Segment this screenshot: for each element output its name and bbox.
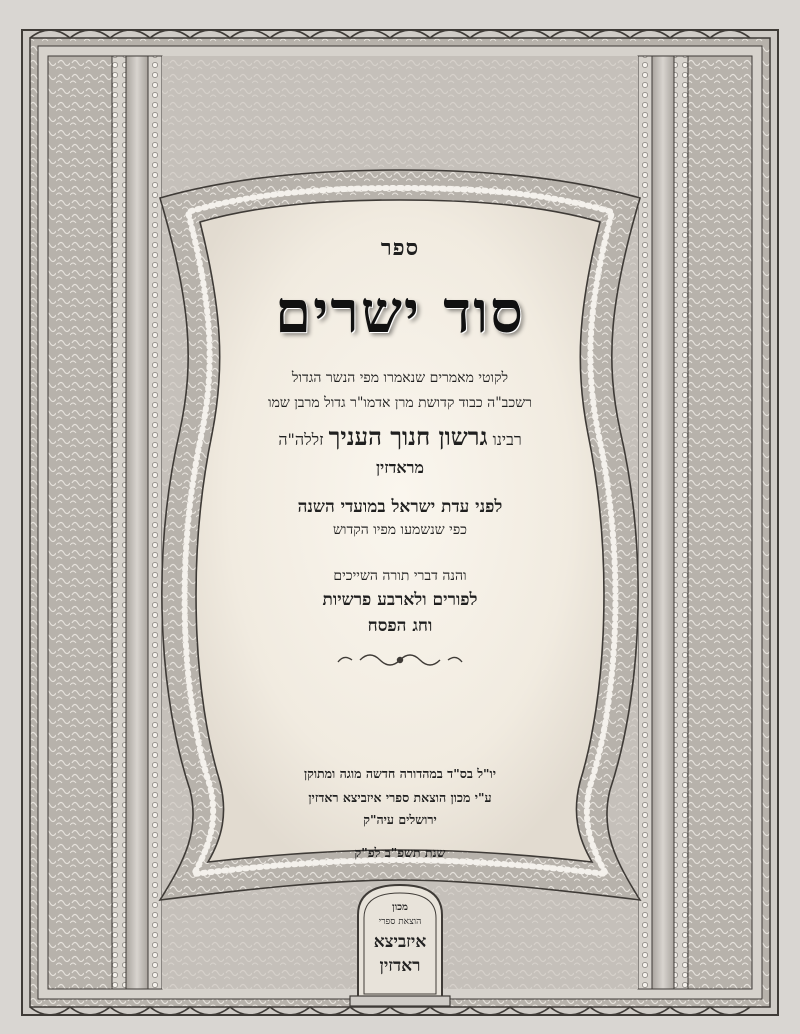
book-word: ספר	[380, 235, 420, 261]
line-before-israel: לפני עדת ישראל במועדי השנה	[297, 497, 503, 517]
publication-year: שנת תשפ"ב לפ"ק	[354, 845, 446, 860]
author-prefix: רבינו	[492, 430, 522, 449]
subtitle-line-2: רשכב"ה כבוד קדושת מרן אדמו"ר גדול מרבן שמו	[267, 395, 533, 411]
line-heard: כפי שנשמעו מפיו הקדוש	[332, 522, 468, 538]
publication-line-2: ע"י מכון הוצאת ספרי איזביצא ראדזין	[308, 790, 492, 805]
author-name: גרשון חנוך העניך	[328, 422, 488, 451]
subtitle-line-1: לקוטי מאמרים שנאמרו מפי הנשר הגדול	[291, 370, 509, 386]
seal-line-4: ראדזין	[379, 956, 421, 976]
author-suffix: זללה"ה	[278, 430, 324, 449]
seal-line-2: הוצאת ספרי	[378, 917, 422, 927]
line-pesach: וחג הפסח	[367, 616, 433, 636]
author-place: מראדזין	[375, 458, 425, 477]
line-purim: לפורים ולארבע פרשיות	[322, 590, 478, 610]
seal-line-3: איזביצא	[373, 932, 427, 952]
seal-line-1: מכון	[392, 902, 408, 913]
publication-line-1: יו"ל בס"ד במהדורה חדשה מוגה ומתוקן	[303, 766, 497, 781]
book-title: סוד ישרים	[274, 278, 526, 346]
line-added: והנה דברי תורה השייכים	[333, 568, 467, 584]
author-line	[0, 422, 800, 452]
publication-line-3: ירושלים עיה"ק	[363, 812, 437, 827]
